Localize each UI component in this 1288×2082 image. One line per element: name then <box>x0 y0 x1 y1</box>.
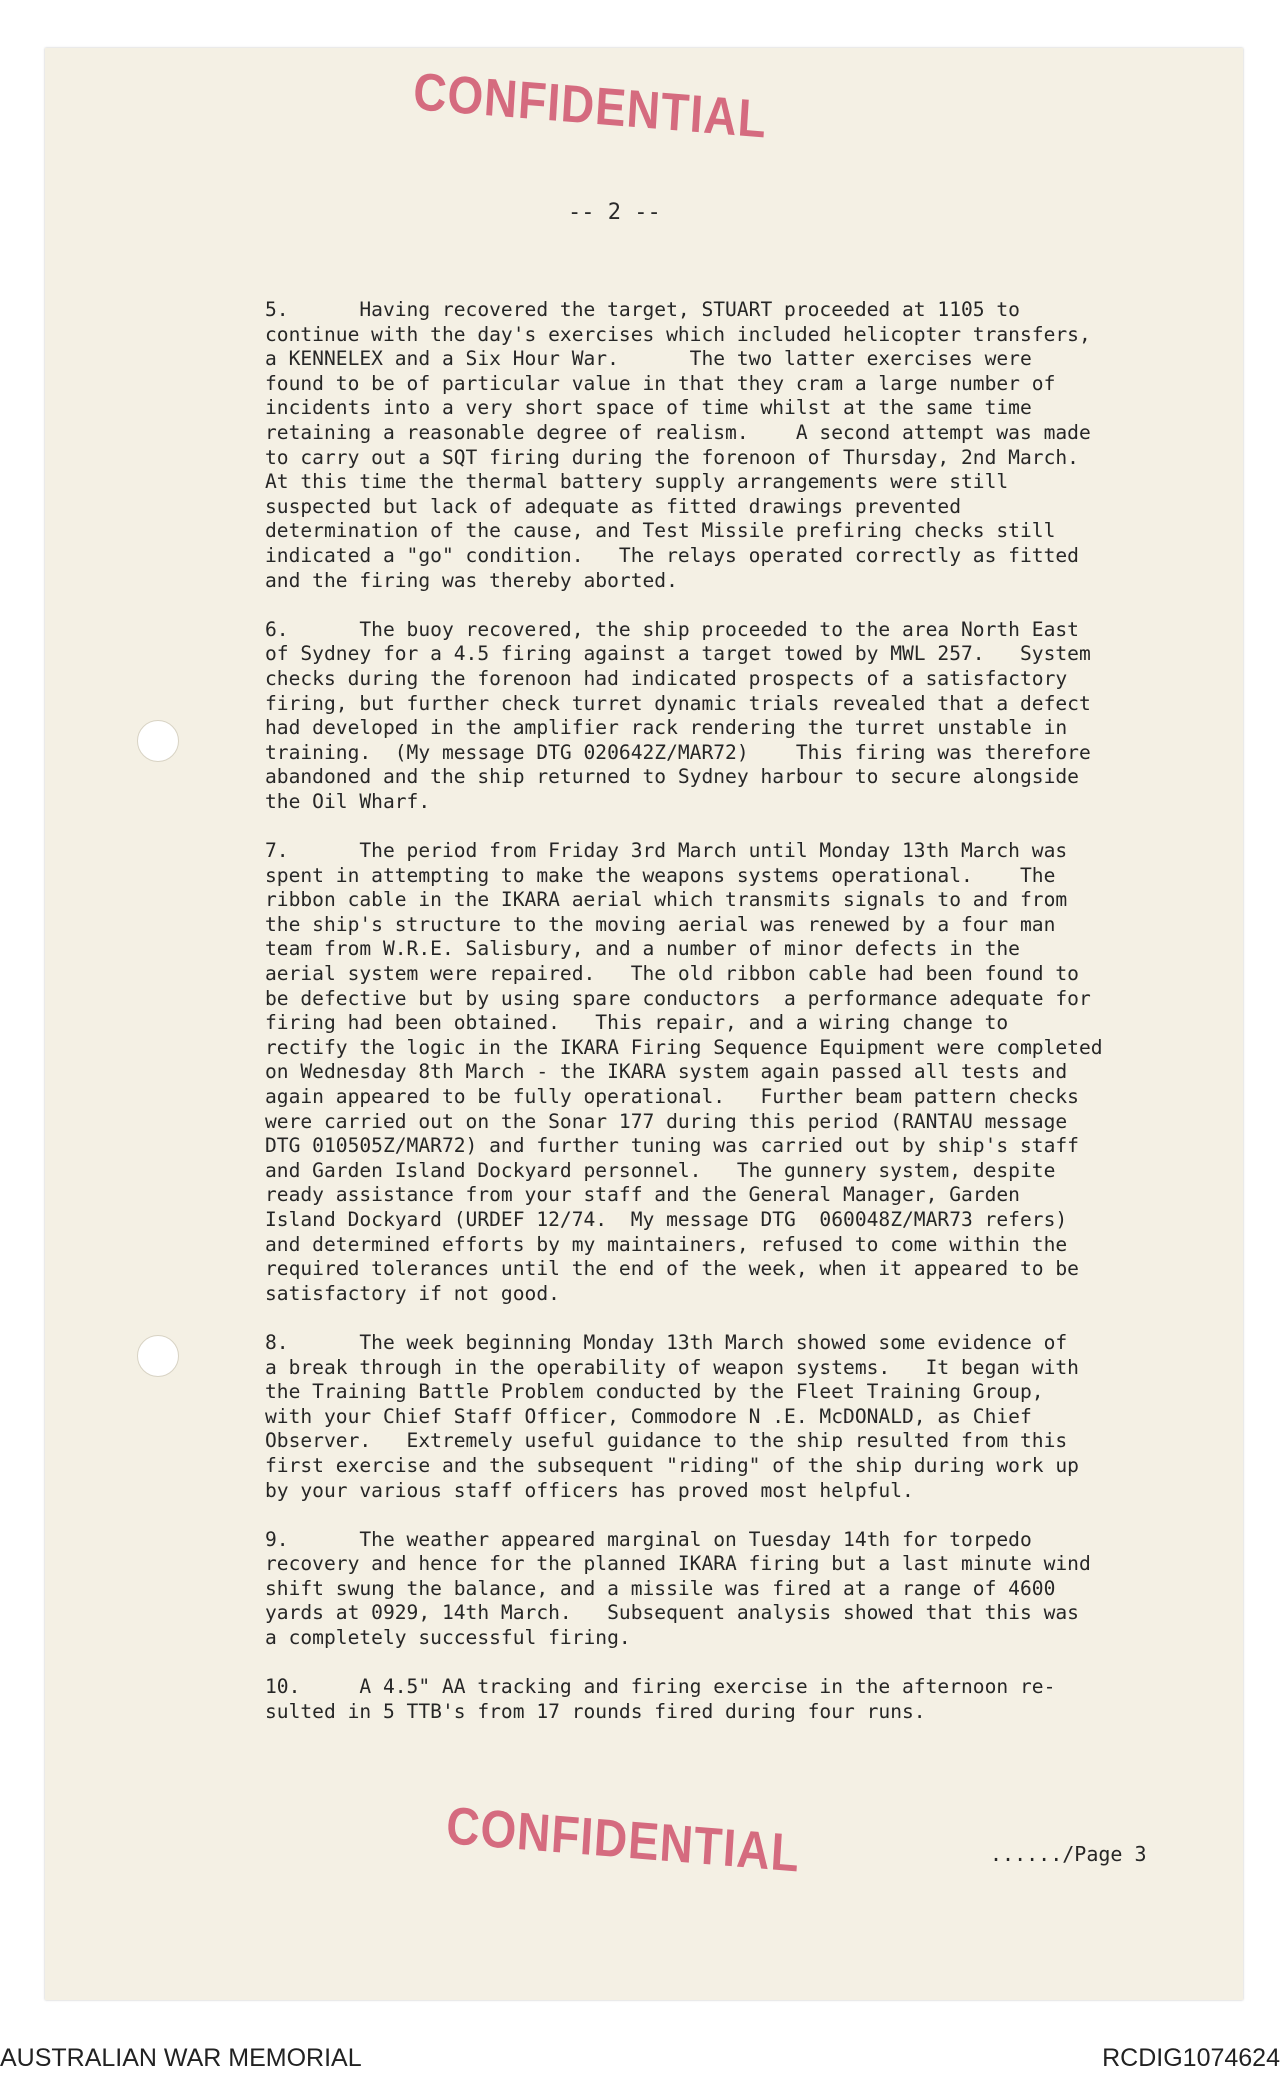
paragraph-line: rectify the logic in the IKARA Firing Sequence Equipment were completed <box>265 1035 1103 1059</box>
paragraph-line: firing had been obtained. This repair, and a wiring change to <box>265 1011 1009 1035</box>
paragraph-line: yards at 0929, 14th March. Subsequent analysis showed that this was <box>265 1601 1079 1625</box>
paragraph-line: had developed in the amplifier rack rendering the turret unstable in <box>265 716 1068 740</box>
paragraph-line: by your various staff officers has proved most helpful. <box>265 1478 914 1502</box>
paragraph-line: Island Dockyard (URDEF 12/74. My message DTG 060048Z/MAR73 refers) <box>265 1207 1068 1231</box>
paragraph-line: retaining a reasonable degree of realism. A second attempt was made <box>265 420 1091 444</box>
paragraph-line: shift swung the balance, and a missile was fired at a range of 4600 <box>265 1576 1056 1600</box>
punch-hole <box>137 720 179 762</box>
page-continuation: ....../Page 3 <box>990 1842 1147 1866</box>
paragraph-line: 9. The weather appeared marginal on Tuesday 14th for torpedo <box>265 1527 1032 1551</box>
paragraph-line: the Oil Wharf. <box>265 789 431 813</box>
punch-hole <box>137 1335 179 1377</box>
paragraph-line: found to be of particular value in that they cram a large number of <box>265 371 1056 395</box>
paragraph-line: a break through in the operability of weapon systems. It began with <box>265 1355 1079 1379</box>
paragraph-line: 5. Having recovered the target, STUART proceeded at 1105 to <box>265 298 1020 321</box>
paragraph <box>265 1675 1145 1724</box>
record-id: RCDIG1074624 <box>1102 2044 1280 2072</box>
paragraph-line: of Sydney for a 4.5 firing against a target towed by MWL 257. System <box>265 642 1091 666</box>
paragraph-line: incidents into a very short space of time whilst at the same time <box>265 396 1032 420</box>
paragraph-line: and Garden Island Dockyard personnel. The gunnery system, despite <box>265 1158 1056 1182</box>
paragraph-line: DTG 010505Z/MAR72) and further tuning was carried out by ship's staff <box>265 1134 1079 1158</box>
paragraph-line: ribbon cable in the IKARA aerial which transmits signals to and from <box>265 888 1068 912</box>
paragraph-line: with your Chief Staff Officer, Commodore N .E. McDONALD, as Chief <box>265 1404 1032 1428</box>
paragraph-line: again appeared to be fully operational. Further beam pattern checks <box>265 1085 1079 1108</box>
confidential-stamp-bottom: CONFIDENTIAL <box>444 1794 802 1884</box>
paragraph-line: firing, but further check turret dynamic trials revealed that a defect <box>265 691 1091 715</box>
paragraph-line: be defective but by using spare conductors a performance adequate for <box>265 986 1091 1010</box>
paragraph-line: suspected but lack of adequate as fitted drawings prevented <box>265 494 961 518</box>
paragraph-line: aerial system were repaired. The old ribbon cable had been found to <box>265 962 1079 986</box>
paragraph <box>265 618 1145 815</box>
paragraph-line: to carry out a SQT firing during the forenoon of Thursday, 2nd March. <box>265 445 1079 469</box>
paragraph-line: abandoned and the ship returned to Sydney harbour to secure alongside <box>265 765 1079 789</box>
paragraph-line: and the firing was thereby aborted. <box>265 568 678 592</box>
page-number: -- 2 -- <box>568 200 661 225</box>
paragraph-line: training. (My message DTG 020642Z/MAR72) This firing was therefore <box>265 740 1091 764</box>
confidential-stamp-top: CONFIDENTIAL <box>411 60 769 150</box>
paragraph-line: were carried out on the Sonar 177 during this period (RANTAU message <box>265 1109 1068 1133</box>
paragraph-line: ready assistance from your staff and the General Manager, Garden <box>265 1183 1020 1207</box>
paragraph <box>265 1528 1145 1651</box>
paragraph-line: team from W.R.E. Salisbury, and a number of minor defects in the <box>265 937 1020 961</box>
document-body <box>265 298 1145 1749</box>
paragraph-line: 7. The period from Friday 3rd March until Monday 13th March was <box>265 839 1068 863</box>
paragraph-line: recovery and hence for the planned IKARA firing but a last minute wind <box>265 1552 1091 1576</box>
paragraph <box>265 298 1145 593</box>
paragraph-line: determination of the cause, and Test Missile prefiring checks still <box>265 519 1056 543</box>
paragraph-line: spent in attempting to make the weapons systems operational. The <box>265 863 1056 887</box>
paragraph-line: indicated a "go" condition. The relays operated correctly as fitted <box>265 543 1079 567</box>
paragraph-line: Observer. Extremely useful guidance to the ship resulted from this <box>265 1429 1068 1453</box>
paragraph-line: checks during the forenoon had indicated prospects of a satisfactory <box>265 666 1068 690</box>
paragraph-line: a KENNELEX and a Six Hour War. The two latter exercises were <box>265 347 1032 371</box>
paragraph-line: required tolerances until the end of the week, when it appeared to be <box>265 1257 1079 1281</box>
archive-name: AUSTRALIAN WAR MEMORIAL <box>0 2044 362 2072</box>
paragraph-line: a completely successful firing. <box>265 1626 631 1650</box>
paragraph-line: 10. A 4.5" AA tracking and firing exercise in the afternoon re- <box>265 1675 1056 1699</box>
paragraph-line: satisfactory if not good. <box>265 1281 560 1305</box>
paragraph-line: sulted in 5 TTB's from 17 rounds fired during four runs. <box>265 1699 926 1723</box>
paragraph-line: and determined efforts by my maintainers, refused to come within the <box>265 1232 1068 1256</box>
paragraph-line: 8. The week beginning Monday 13th March showed some evidence of <box>265 1330 1068 1354</box>
paragraph-line: At this time the thermal battery supply arrangements were still <box>265 470 1009 494</box>
paragraph <box>265 1331 1145 1503</box>
paragraph-line: continue with the day's exercises which included helicopter transfers, <box>265 322 1091 346</box>
paragraph-line: on Wednesday 8th March - the IKARA system again passed all tests and <box>265 1060 1068 1084</box>
paragraph-line: the ship's structure to the moving aerial was renewed by a four man <box>265 912 1056 936</box>
paragraph <box>265 839 1145 1306</box>
paragraph-line: the Training Battle Problem conducted by the Fleet Training Group, <box>265 1380 1044 1404</box>
paragraph-line: 6. The buoy recovered, the ship proceeded to the area North East <box>265 617 1079 641</box>
paragraph-line: first exercise and the subsequent "riding" of the ship during work up <box>265 1453 1079 1477</box>
